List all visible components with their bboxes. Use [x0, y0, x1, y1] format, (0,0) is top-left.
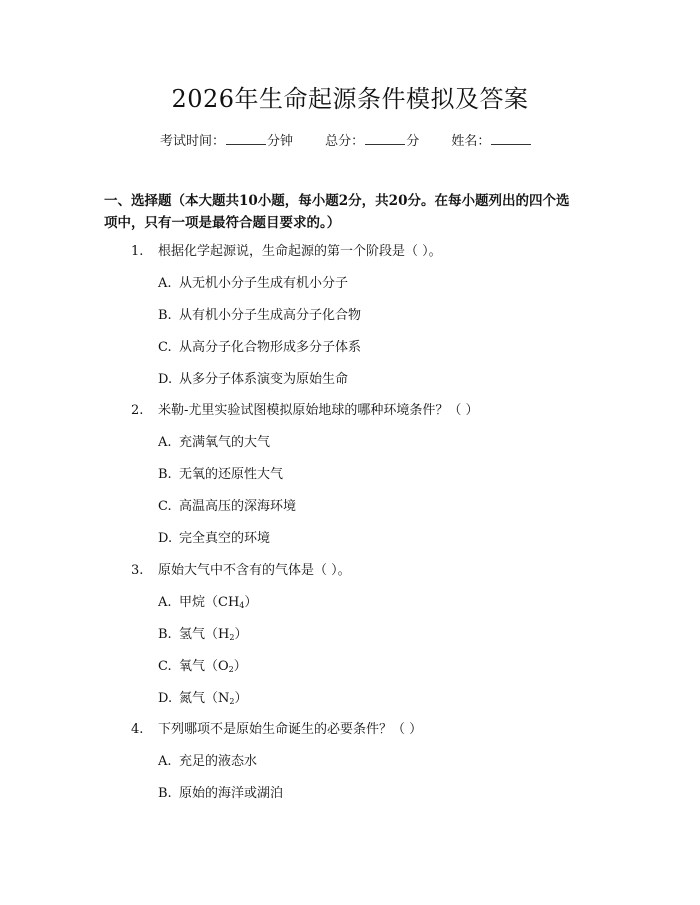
option-text: 从无机小分子生成有机小分子 — [179, 276, 349, 291]
exam-time-group — [160, 130, 293, 153]
option-text: 完全真空的环境 — [179, 531, 271, 546]
option-2d — [158, 529, 598, 549]
option-text-suffix: ） — [233, 659, 247, 674]
option-text: 无氧的还原性大气 — [179, 467, 284, 482]
chemical-subscript: 4 — [239, 601, 245, 610]
option-label: D. — [158, 531, 173, 546]
option-text: 从高分子化合物形成多分子体系 — [179, 340, 362, 355]
page-title: 2026年生命起源条件模拟及答案 — [171, 85, 529, 113]
chemical-subscript: 2 — [228, 665, 234, 674]
option-text-prefix: 氮气（N — [179, 691, 230, 706]
exam-time-label: 考试时间： — [160, 134, 226, 149]
option-2c — [158, 497, 598, 517]
option-label: A. — [158, 754, 172, 769]
option-label: B. — [158, 308, 172, 323]
option-text-prefix: 甲烷（CH — [179, 595, 240, 610]
student-name-label: 姓名： — [451, 134, 491, 149]
section-heading-line-1: 一、选择题（本大题共10小题，每小题2分，共20分。在每小题列出的四个选 — [104, 193, 570, 209]
option-text: 从多分子体系演变为原始生命 — [179, 372, 349, 387]
question-number: 3. — [131, 563, 144, 578]
question-3 — [131, 561, 601, 581]
question-number: 4. — [131, 722, 144, 737]
question-text: 下列哪项不是原始生命诞生的必要条件？（ ） — [158, 722, 423, 737]
exam-time-unit: 分钟 — [267, 134, 294, 149]
option-text: 充满氧气的大气 — [179, 435, 271, 450]
option-1d — [158, 370, 598, 390]
option-label: C. — [158, 499, 172, 514]
student-name-blank — [491, 130, 531, 145]
option-3d — [158, 689, 598, 709]
option-label: C. — [158, 340, 172, 355]
chemical-subscript: 2 — [229, 697, 235, 706]
option-label: B. — [158, 786, 172, 801]
option-label: B. — [158, 467, 172, 482]
option-text-suffix: ） — [234, 627, 248, 642]
student-name-group — [451, 130, 532, 153]
option-1b — [158, 306, 598, 326]
section-heading-line-2: 项中，只有一项是最符合题目要求的。） — [104, 215, 341, 231]
total-score-unit: 分 — [406, 134, 420, 149]
option-text-prefix: 氢气（H — [179, 627, 230, 642]
total-score-group — [325, 130, 419, 153]
option-4b — [158, 784, 598, 804]
option-label: A. — [158, 276, 172, 291]
option-label: A. — [158, 595, 172, 610]
option-4a — [158, 752, 598, 772]
option-3c — [158, 657, 598, 677]
option-text-suffix: ） — [234, 691, 248, 706]
question-number: 2. — [131, 403, 144, 418]
total-score-label: 总分： — [325, 134, 365, 149]
exam-time-blank — [226, 130, 266, 145]
option-2b — [158, 465, 598, 485]
question-text: 根据化学起源说，生命起源的第一个阶段是（ ）。 — [158, 244, 442, 259]
chemical-subscript: 2 — [229, 633, 235, 642]
option-text: 充足的液态水 — [179, 754, 258, 769]
section-heading — [104, 190, 604, 234]
question-number: 1. — [131, 244, 144, 259]
option-3b — [158, 625, 598, 645]
option-text: 高温高压的深海环境 — [179, 499, 297, 514]
option-text-suffix: ） — [244, 595, 258, 610]
option-label: C. — [158, 659, 172, 674]
question-text: 米勒-尤里实验试图模拟原始地球的哪种环境条件？（ ） — [158, 403, 479, 418]
option-text: 从有机小分子生成高分子化合物 — [179, 308, 362, 323]
option-label: B. — [158, 627, 172, 642]
question-1 — [131, 242, 601, 262]
option-label: A. — [158, 435, 172, 450]
option-1c — [158, 338, 598, 358]
option-label: D. — [158, 691, 173, 706]
option-1a — [158, 274, 598, 294]
exam-info-line — [160, 130, 590, 153]
option-2a — [158, 433, 598, 453]
question-2 — [131, 401, 601, 421]
question-4 — [131, 720, 601, 740]
total-score-blank — [365, 130, 405, 145]
option-label: D. — [158, 372, 173, 387]
option-3a — [158, 593, 598, 613]
option-text: 原始的海洋或湖泊 — [179, 786, 284, 801]
option-text-prefix: 氧气（O — [179, 659, 229, 674]
question-text: 原始大气中不含有的气体是（ ）。 — [158, 563, 351, 578]
